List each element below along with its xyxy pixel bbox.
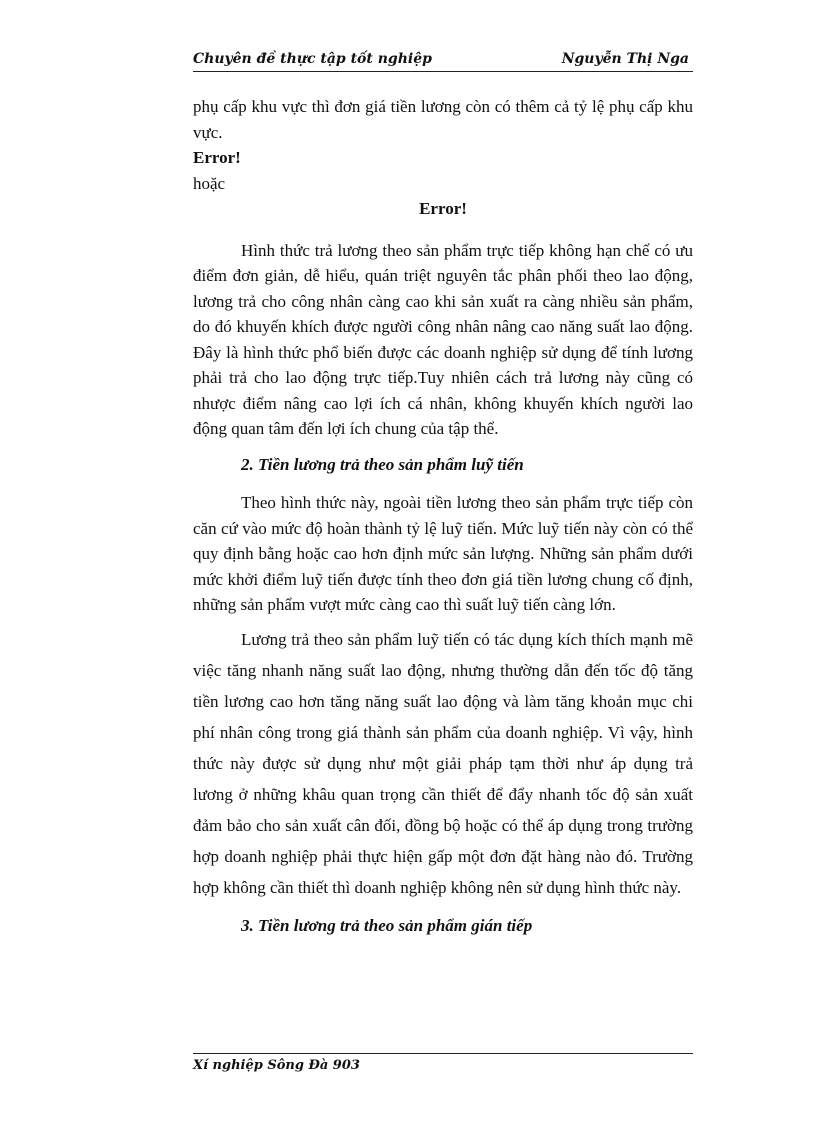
page-header	[193, 49, 693, 71]
spacer	[193, 477, 693, 490]
page-footer: Xí nghiệp Sông Đà 903	[193, 1058, 360, 1073]
spacer	[193, 442, 693, 452]
paragraph-4: Lương trả theo sản phẩm luỹ tiến có tác dụng kích thích mạnh mẽ việc tăng nhanh năng suất lao động, nhưng thường dẫn đến tốc độ tăng tiền lương cao hơn tăng năng suất lao động và làm tăng khoản mục chi phí nhân công trong giá thành sản phẩm của doanh nghiệp. Vì vậy, hình thức này được sử dụng như một giải pháp tạm thời như áp dụng trả lương ở những khâu quan trọng cần thiết để đẩy nhanh tốc độ sản xuất đảm bảo cho sản xuất cân đối, đồng bộ hoặc có thể áp dụng trong trường hợp doanh nghiệp phải thực hiện gấp một đơn đặt hàng nào đó. Trường hợp không cần thiết thì doanh nghiệp không nên sử dụng hình thức này.	[193, 629, 693, 897]
footer-divider	[193, 1053, 693, 1054]
spacer	[193, 222, 693, 238]
paragraph-3: Theo hình thức này, ngoài tiền lương theo sản phẩm trực tiếp còn căn cứ vào mức độ hoàn thành tỷ lệ luỹ tiến. Mức luỹ tiến này còn có thể quy định bằng hoặc cao hơn định mức sản lượng. Những sản phẩm dưới mức khởi điểm luỹ tiến được tính theo đơn giá tiền lương chung cố định, những sản phẩm vượt mức càng cao thì suất luỹ tiến càng lớn.	[193, 493, 693, 614]
paragraph-2: Hình thức trả lương theo sản phẩm trực tiếp không hạn chế có ưu điểm đơn giản, dễ hiểu, quán triệt nguyên tắc phân phối theo lao động, lương trả cho công nhân càng cao khi sản xuất ra càng nhiều sản phẩm, do đó khuyến khích được người công nhân nâng cao năng suất lao động. Đây là hình thức phổ biến được các doanh nghiệp sử dụng để tính lương phải trả cho lao động trực tiếp.Tuy nhiên cách trả lương này cũng có nhược điểm nâng cao lợi ích cá nhân, không khuyến khích người lao động quan tâm đến lợi ích chung của tập thể.	[193, 240, 693, 438]
error-text-2: Error!	[419, 199, 467, 218]
document-body	[193, 94, 693, 938]
section-heading-2: 2. Tiền lương trả theo sản phẩm luỹ tiến	[241, 454, 524, 474]
spacer	[193, 903, 693, 913]
paragraph-1: phụ cấp khu vực thì đơn giá tiền lương còn có thêm cả tỷ lệ phụ cấp khu vực.	[193, 97, 693, 142]
or-text: hoặc	[193, 173, 226, 193]
header-author: Nguyễn Thị Nga	[561, 51, 689, 67]
header-divider	[193, 71, 693, 72]
section-heading-3: 3. Tiền lương trả theo sản phẩm gián tiếp	[241, 915, 533, 935]
error-text-1: Error!	[193, 148, 241, 167]
header-title: Chuyên đề thực tập tốt nghiệp	[193, 51, 432, 67]
